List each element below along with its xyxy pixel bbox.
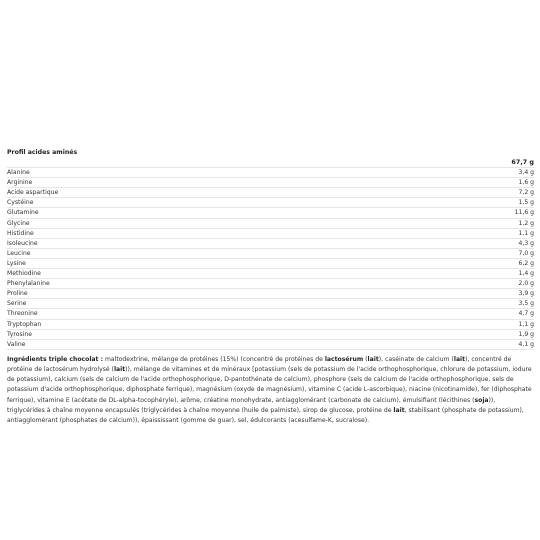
amino-acid-name: Glutamine [7, 208, 447, 218]
amino-acid-value: 11,6 g [447, 208, 534, 218]
amino-acid-name: Methiodine [7, 269, 447, 279]
ingredient-text: )), mélange de vitamines et de minéraux [potassium (sels de potassium de l'acide orthophosphorique, chlorure de potassium, iodure de potassium), calcium (sels de calcium de l'acide orthophosphorique, D-pantothénate de calcium), phosphore (sels de calcium de l'acide orthophosphorique, sels de potassium d'acide orthophosphorique, diphosphate ferrique), magnésium (oxyde de magnésium), vitamine C (acide L-ascorbique), niacine (nicotinamide), fer (diphosphate ferrique), vitamine E (acétate de DL-alpha-tocophéryle), arôme, créatine monohydrate, antiagglomérant (carbonate de calcium), émulsifiant (lécithines ( [7, 365, 532, 404]
amino-acid-name: Lysine [7, 258, 447, 268]
amino-acid-value: 3,4 g [447, 168, 534, 178]
amino-acid-name: Arginine [7, 178, 447, 188]
amino-acid-name: Leucine [7, 248, 447, 258]
amino-acid-name: Tryptophan [7, 319, 447, 329]
amino-acid-name: Threonine [7, 309, 447, 319]
ingredient-text: ( [363, 355, 368, 363]
nutrition-document [7, 148, 534, 432]
amino-acid-row [7, 329, 534, 339]
amino-acid-row [7, 228, 534, 238]
amino-profile-title: Profil acides aminés [7, 149, 78, 156]
ingredients-label: Ingrédients triple chocolat : [7, 355, 104, 363]
ingredients-paragraph [7, 355, 534, 426]
amino-acid-row [7, 258, 534, 268]
amino-acid-value: 1,5 g [447, 198, 534, 208]
ingredient-allergen: lait [453, 355, 466, 363]
amino-acid-value: 1,4 g [447, 269, 534, 279]
ingredient-allergen: lactosérum [324, 355, 364, 363]
amino-acid-name: Isoleucine [7, 238, 447, 248]
amino-acid-value: 1,2 g [447, 218, 534, 228]
amino-acid-value: 4,1 g [447, 339, 534, 349]
amino-acid-row [7, 248, 534, 258]
amino-acid-name: Acide aspartique [7, 188, 447, 198]
amino-acid-row [7, 178, 534, 188]
amino-acid-value: 7,2 g [447, 188, 534, 198]
amino-acid-table [7, 148, 534, 350]
ingredient-text: ), concentré de protéine de lactosérum hydrolysé ( [7, 355, 512, 373]
ingredient-text: maltodextrine, mélange de protéines (15%) (concentré de protéines de [103, 355, 325, 363]
amino-acid-row [7, 198, 534, 208]
amino-acid-row [7, 279, 534, 289]
amino-total-label-cell [7, 158, 447, 168]
amino-acid-row [7, 168, 534, 178]
amino-acid-row [7, 299, 534, 309]
amino-acid-row [7, 319, 534, 329]
amino-acid-name: Phenylalanine [7, 279, 447, 289]
amino-total-value: 67,7 g [447, 158, 534, 168]
amino-acid-value: 1,1 g [447, 228, 534, 238]
amino-acid-name: Valine [7, 339, 447, 349]
amino-acid-value: 1,9 g [447, 329, 534, 339]
amino-table-header-row [7, 148, 534, 158]
amino-acid-row [7, 218, 534, 228]
amino-table-total-row [7, 158, 534, 168]
ingredient-text: )), triglycérides à chaîne moyenne encapsulés (triglycérides à chaîne moyenne (huile de palmiste), sirop de glucose, protéine de [7, 396, 496, 414]
ingredient-text: , stabilisant (phosphate de potassium), antiagglomérant (phosphates de calcium)), épaississant (gomme de guar), sel, édulcorants (acesulfame-K, sucralose). [7, 406, 524, 424]
ingredient-allergen: soja [474, 396, 489, 404]
amino-acid-row [7, 208, 534, 218]
ingredient-allergen: lait [393, 406, 405, 414]
ingredient-text: ), caséinate de calcium ( [378, 355, 454, 363]
amino-acid-name: Histidine [7, 228, 447, 238]
amino-acid-value: 2,0 g [447, 279, 534, 289]
amino-acid-value: 3,9 g [447, 289, 534, 299]
amino-acid-row [7, 188, 534, 198]
amino-acid-name: Tyrosine [7, 329, 447, 339]
amino-acid-name: Alanine [7, 168, 447, 178]
amino-acid-row [7, 269, 534, 279]
ingredient-allergen: lait [113, 365, 126, 373]
amino-acid-table-body [7, 148, 534, 349]
amino-profile-title-spacer [447, 148, 534, 158]
amino-acid-row [7, 339, 534, 349]
amino-acid-value: 6,2 g [447, 258, 534, 268]
amino-acid-name: Proline [7, 289, 447, 299]
amino-acid-row [7, 238, 534, 248]
amino-acid-value: 1,1 g [447, 319, 534, 329]
amino-acid-row [7, 289, 534, 299]
amino-acid-name: Serine [7, 299, 447, 309]
amino-acid-row [7, 309, 534, 319]
amino-acid-name: Cystéine [7, 198, 447, 208]
amino-acid-value: 7,0 g [447, 248, 534, 258]
amino-acid-value: 1,6 g [447, 178, 534, 188]
amino-acid-value: 4,3 g [447, 238, 534, 248]
ingredient-allergen: lait [367, 355, 379, 363]
amino-acid-value: 4,7 g [447, 309, 534, 319]
amino-acid-name: Glycine [7, 218, 447, 228]
amino-acid-value: 3,5 g [447, 299, 534, 309]
